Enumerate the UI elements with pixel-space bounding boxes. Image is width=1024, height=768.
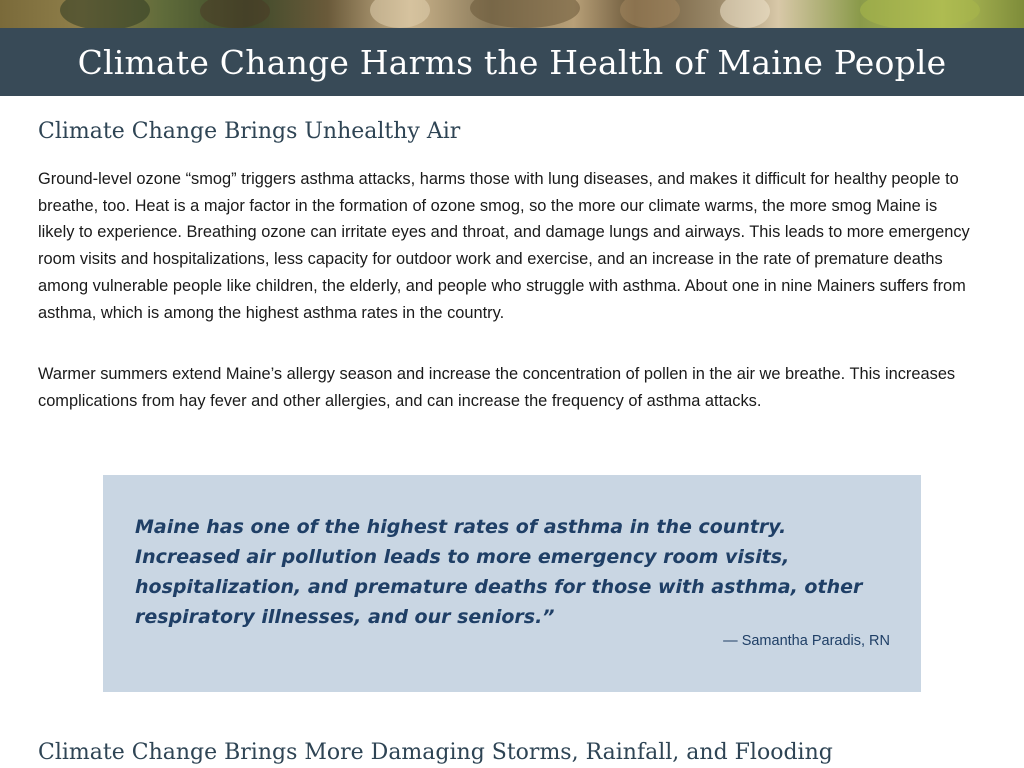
page-title: Climate Change Harms the Health of Maine People bbox=[77, 42, 947, 82]
title-banner bbox=[0, 28, 1024, 96]
pull-quote-attribution: — Samantha Paradis, RN bbox=[723, 633, 890, 649]
section-heading-unhealthy-air: Climate Change Brings Unhealthy Air bbox=[38, 119, 461, 144]
paragraph-allergy-season: Warmer summers extend Maine’s allergy season and increase the concentration of pollen in the air we breathe. This increases complications from hay fever and other allergies, and can increase the frequency of asthma attacks. bbox=[38, 365, 956, 410]
paragraph-ozone-smog: Ground-level ozone “smog” triggers asthma attacks, harms those with lung diseases, and makes it difficult for healthy people to breathe, too. Heat is a major factor in the formation of ozone smog, so the more our climate warms, the more smog Maine is likely to experience. Breathing ozone can irritate eyes and throat, and damage lungs and airways. This leads to more emergency room visits and hospitalizations, less capacity for outdoor work and exercise, and an increase in the rate of premature deaths among vulnerable people like children, the elderly, and people who struggle with asthma. About one in nine Mainers suffers from asthma, which is among the highest asthma rates in the country. bbox=[38, 170, 970, 322]
section-heading-storms-flooding: Climate Change Brings More Damaging Storms, Rainfall, and Flooding bbox=[38, 740, 833, 765]
pull-quote-text: Maine has one of the highest rates of asthma in the country. Increased air pollution leads to more emergency room visits, hospitalization, and premature deaths for those with asthma, other respiratory illnesses, and our seniors.” bbox=[135, 516, 863, 628]
header-photo bbox=[0, 0, 1024, 28]
pull-quote-box bbox=[103, 475, 921, 692]
